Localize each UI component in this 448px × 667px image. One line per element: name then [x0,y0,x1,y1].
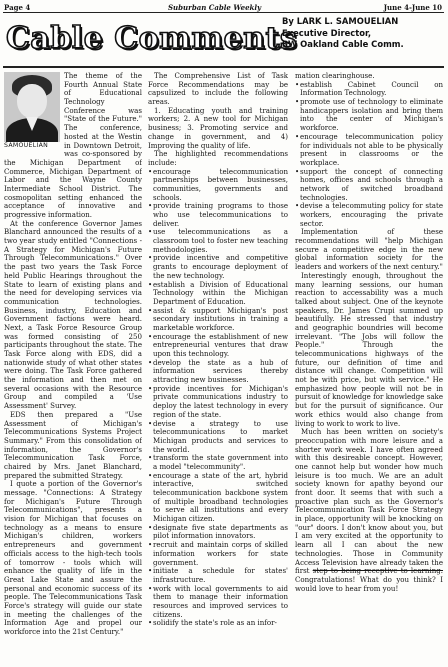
recommendation-item: • promote use of technology to eliminate handicappers isolation and bring them into the center of Michigan's workforce. [295,98,443,133]
article-column-1 [4,72,142,664]
recommendation-item: • assist & support Michigan's post secondary institutions in training a marketable workforce. [148,307,288,333]
paragraph: 1. Educating youth and training workers; 2. A new tool for Michigan business; 3. Promoting service and change in government, and 4) Improving the quality of life. [148,105,288,150]
paragraph: Much has been written on society's preoccupation with more leisure and a shorter work week. I have often agreed with this desireable concept. However, one cannot help but wonder how much leisure is too much. We are an adult society known for apathy beyond our front door. It seems that with such a proactive plan such as the Governor's Telecommunication Task Force Strategy in place, opportunity will be knocking on "our" doors. I don't know about you, but I am very excited at the opportunity to learn all I can about the new technologies. Those in Community Access Television have already taken the first step to being receptive to learning. Congratulations! What do you think? I would love to hear from you! [295,427,443,593]
paragraph: The highlighted recommendations include: [148,149,288,167]
paragraph: Interestingly enough, throughout the many learning sessions, our human reaction to accessability was a much talked about subject. One of the keynote speakers, Dr. James Crupi summed up beautifully. He stressed that industry and geographic boundries will become irrelevant. "The Jobs will follow the People." Through the telecommunications highways of the future, our definition of time and distance will change. Competition will not be with price, but with service." He emphasized how people will not be in pursuit of knowledge for knowledge sake but for the pursuit of significance. Our work ethics would also change from living to work to work to live. [295,270,443,428]
masthead-rule [3,66,444,68]
recommendation-item: • develop the state as a hub of information services thereby attracting new businesses. [148,359,288,385]
recommendation-continued: mation clearinghouse. [295,72,375,80]
recommendation-item: • provide training programs to those who use telecommunications to deliver. [148,202,288,228]
recommendation-item: • devise a strategy to use telecommunications to market Michigan products and services to the world. [148,420,288,455]
publication-name: Suburban Cable Weekly [168,3,262,12]
recommendation-item: • solidify the state's role as an infor- [148,619,288,628]
recommendation-item: • establish a Division of Educational Technology within the Michigan Department of Education. [148,281,288,307]
recommendation-item: • work with local governments to aid them to manage their information resources and improved services to citizens. [148,585,288,620]
article-column-2 [148,72,288,664]
recommendation-item: • recruit and maintain corps of skilled information workers for state government. [148,541,288,567]
recommendation-item: • transform the state government into a model "telecommunity". [148,454,288,471]
struck-phrase: step to being receptive to learning. [312,566,443,576]
paragraph: EDS then prepared a "Use Assessment of Michigan's Telecommunications Systems Project Summary." From this consolidation of information, the Governor's Telecommunication Task Force, chaired by Mrs. Janet Blanchard, prepared the submitted Strategy. [4,409,142,480]
author-photo [4,72,60,142]
recommendation-item: • devise a telecommuting policy for state workers, encouraging the private sector. [295,202,443,228]
paragraph: I quote a portion of the Governor's message. "Connections: A Strategy for Michigan's Future Through Telecommunications", presents a vision for Michigan that focuses on technology as a means to ensure Michigan's children, workers entrepreneurs and government officials access to the high-tech tools of tomorrow - tools which will enhance the quality of life in the Great Lake State and assure the personal and economic success of its people. The Telecommunications Task Force's strategy will guide our state in meeting the challenges of the Information Age and propel our workforce into the 21st Century." [4,479,142,636]
byline-organization: SW Oakland Cable Comm. [282,39,404,50]
byline-author: By LARK L. SAMOUELIAN [282,16,399,26]
recommendation-item: • establish Cabinet Council on Information Technology. [295,81,443,98]
page-number: Page 4 [4,3,31,12]
header-rule [3,12,444,13]
byline-title: Executive Director, [282,27,372,38]
recommendation-item: • designate five state departments as pilot information innovators. [148,524,288,541]
paragraph: At the conference Governor James Blanchard announced the results of a two year study entitled "Connections - A Strategy for Michigan's Future Through Telecommunications." Over the past two years the Task Force held Public Hearings throughout the State to learn of existing plans and the need for developing services via communication technologies. Business, industry, Education and Government factions were heard. Next, a Task Force Resource Group was formed consisting of 250 participants throughout the state. The Task Force along with EDS, did a nationwide study of what other states were doing. The Task Force gathered the information and then met on several occasions with the Resource Group and compiled a 'Use Assessment' Survey. [4,218,142,411]
paragraph: The Comprehensive List of Task Force Recommendations may be capsulized to include the following areas. [148,72,288,107]
article-column-3 [295,72,443,664]
recommendation-item: • support the concept of connecting homes, offices and schools through a network of switched broadband technologies. [295,168,443,203]
photo-caption: SAMOUELIAN [4,142,49,149]
author-photo-block [4,72,60,150]
recommendation-item: • provide incentive and competitive grants to encourage deployment of the new technology. [148,254,288,280]
paragraph: Implementation of these recommendations will "help Michigan secure a competitive edge in the new global information society for the leaders and workers of the next century." [295,227,443,272]
recommendation-item: • encourage telecommunication partnerships between businesses, communities, governments and schools. [148,168,288,203]
recommendation-item: • encourage the establishment of new entrepreneurial ventures that draw upon this technology. [148,333,288,359]
column-masthead: Cable Comments [6,21,298,56]
recommendation-item: • encourage a state of the art, hybrid interactive, switched telecommunication backbone system of multiple broadband technologies to serve all institutions and every Michigan citizen. [148,472,288,524]
paragraph: The theme of the Fourth Annual State of Educational Technology Conference was "State of the Future." The conference, hosted at the Westin in Downtown Detroit, was co-sponsored by the Michigan Department of Commerce, Michigan Department of Labor and the Wayne County Intermediate School District. The cosmopolitan setting enhanced the acceptance of innovative and progressive information. [4,72,142,219]
issue-date: June 4-June 10 [383,3,442,12]
recommendation-item: • provide incentives for Michigan's private communications industry to deploy the latest technology in every region of the state. [148,385,288,420]
recommendation-item: • initiate a schedule for states' infrastructure. [148,567,288,584]
recommendation-item: • encourage telecommunication policy for individuals not able to be physically present in classrooms or the workplace. [295,133,443,168]
byline [282,16,442,51]
recommendation-item: • use telecommunications as a classroom tool to foster new teaching methodologies. [148,228,288,254]
